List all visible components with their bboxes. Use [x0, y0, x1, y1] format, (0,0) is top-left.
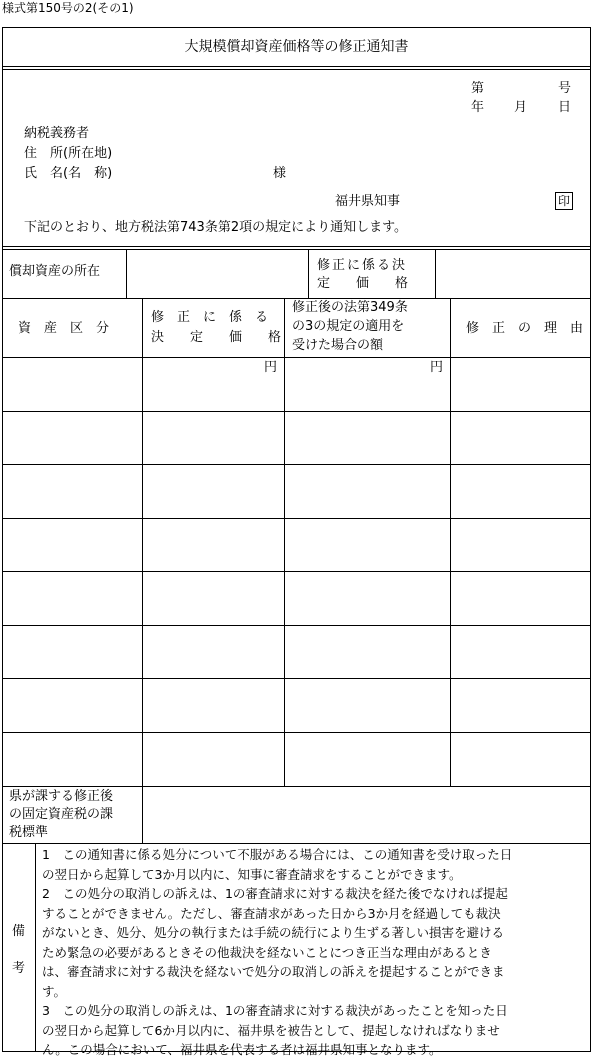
table-row: [2, 786, 591, 787]
remarks-line: の翌日から起算して6か月以内に、福井県を被告として、提起しなければなりませ: [42, 1022, 500, 1038]
col-asset-class: 資 産 区 分: [18, 321, 110, 336]
remarks-line: がないとき、処分、処分の執行または手続の続行により生ずる著しい損害を避ける: [42, 925, 505, 940]
notice-text: 下記のとおり、地方税法第743条第2項の規定により通知します。: [24, 220, 408, 235]
grid-h: [2, 357, 591, 358]
yen-unit: 円: [430, 360, 444, 375]
table-row: [2, 678, 591, 679]
tax-standard-label-2: の固定資産税の課: [9, 807, 114, 822]
table-divider: [2, 246, 591, 247]
date-day: 日: [558, 100, 572, 115]
remarks-line: 3 この処分の取消しの訴えは、1の審査請求に対する裁決があったことを知った日: [42, 1003, 508, 1018]
tax-standard-label-3: 税標準: [9, 825, 49, 840]
table-row: [2, 625, 591, 626]
remarks-label: 備: [12, 924, 26, 939]
remarks-line: ん。この場合において、福井県を代表する者は福井県知事となります。: [42, 1042, 442, 1057]
number-suffix: 号: [558, 81, 572, 96]
grid-v: [35, 843, 36, 1052]
grid-v: [308, 249, 309, 298]
remarks-body: [42, 845, 588, 1060]
remarks-line: は、審査請求に対する裁決を経ないで処分の取消しの訴えを提起することができま: [42, 964, 505, 979]
document-title: 大規模償却資産価格等の修正通知書: [184, 39, 409, 55]
col-revised-value: 修 正 に 係 る: [151, 310, 269, 325]
location-label: 償却資産の所在: [9, 264, 101, 279]
remarks-line: す。: [42, 983, 67, 999]
remarks-line: の翌日から起算して3か月以内に、知事に審査請求をすることができます。: [42, 866, 462, 882]
remarks-label-2: 考: [12, 961, 26, 976]
seal-mark: 印: [555, 192, 573, 210]
frame-left: [2, 27, 3, 1052]
grid-v: [284, 298, 285, 786]
revised-value-label: 修正に係る決: [317, 258, 408, 273]
honorific: 様: [273, 166, 287, 181]
yen-unit: 円: [264, 360, 278, 375]
col-reason: 修 正 の 理 由: [466, 321, 584, 336]
grid-v: [450, 298, 451, 786]
table-row: [2, 732, 591, 733]
frame-top: [2, 27, 591, 28]
taxpayer-heading: 納税義務者: [24, 126, 90, 141]
col-special-amount: 修正後の法第349条: [292, 300, 408, 315]
address-label: 住 所(所在地): [24, 146, 113, 161]
revised-value-label-2: 定 価 格: [317, 276, 409, 291]
table-row: [2, 518, 591, 519]
remarks-line: することができません。ただし、審査請求があった日から3か月を経過しても裁決: [42, 905, 501, 921]
form-id: 様式第150号の2(その1): [2, 1, 134, 15]
col-special-amount-3: 受けた場合の額: [292, 338, 384, 353]
col-special-amount-2: の3の規定の適用を: [292, 319, 405, 334]
date-month: 月: [514, 100, 528, 115]
table-row: [2, 411, 591, 412]
title-divider-2: [2, 69, 591, 70]
table-row: [2, 571, 591, 572]
frame-right: [590, 27, 591, 1052]
date-year: 年: [471, 100, 485, 115]
remarks-line: ため緊急の必要があるときその他裁決を経ないことにつき正当な理由があるとき: [42, 944, 492, 960]
grid-h: [2, 298, 591, 299]
grid-h: [2, 843, 591, 844]
tax-standard-label: 県が課する修正後: [9, 789, 114, 804]
grid-v: [126, 249, 127, 298]
table-row: [2, 464, 591, 465]
remarks-line: 2 この処分の取消しの訴えは、1の審査請求に対する裁決を経た後でなければ提起: [42, 886, 508, 901]
grid-v: [435, 249, 436, 298]
number-prefix: 第: [471, 81, 485, 96]
name-label: 氏 名(名 称): [24, 166, 113, 181]
remarks-line: 1 この通知書に係る処分について不服がある場合には、この通知書を受け取った日: [42, 847, 513, 862]
title-divider: [2, 66, 591, 67]
col-revised-value-2: 決 定 価 格: [151, 330, 282, 345]
table-divider-2: [2, 249, 591, 250]
issuer-name: 福井県知事: [335, 194, 401, 209]
